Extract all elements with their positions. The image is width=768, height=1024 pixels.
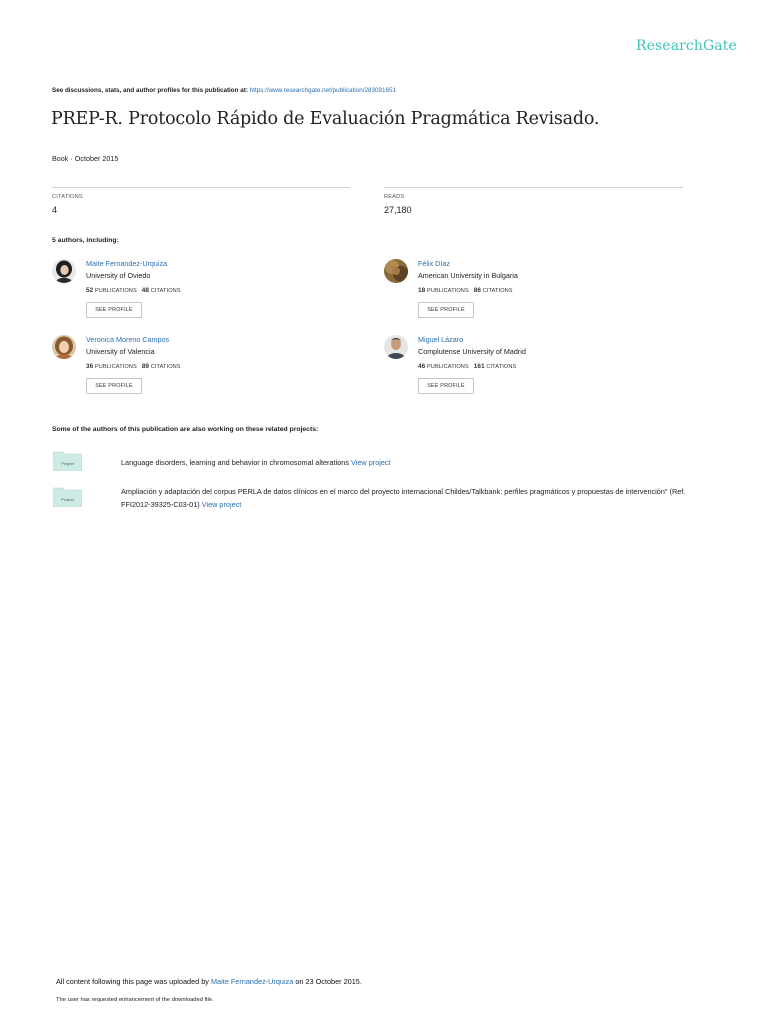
citations-value: 4 xyxy=(52,205,58,215)
avatar[interactable] xyxy=(384,259,408,283)
publication-title: PREP-R. Protocolo Rápido de Evaluación Pragmática Revisado. xyxy=(51,109,600,129)
author-name-link[interactable]: Miguel Lázaro xyxy=(418,335,464,344)
see-profile-button[interactable]: SEE PROFILE xyxy=(418,378,474,394)
project-folder-icon[interactable] xyxy=(53,487,82,505)
author-stats xyxy=(418,363,516,370)
publication-url-link[interactable]: https://www.researchgate.net/publication/283091651 xyxy=(249,87,397,94)
citations-divider xyxy=(52,187,350,188)
author-institution: University of Oviedo xyxy=(86,271,151,280)
discussions-line xyxy=(52,87,396,94)
project-icon-label: Project xyxy=(61,497,74,502)
avatar[interactable] xyxy=(52,335,76,359)
publications-label: PUBLICATIONS xyxy=(426,288,469,294)
avatar[interactable] xyxy=(384,335,408,359)
upload-info xyxy=(56,977,362,986)
citations-count: 161 xyxy=(473,363,485,370)
citations-count: 48 xyxy=(141,287,150,294)
author-stats xyxy=(86,363,181,370)
see-profile-button[interactable]: SEE PROFILE xyxy=(86,378,142,394)
uploader-link[interactable]: Maite Fernandez-Urquiza xyxy=(210,977,294,986)
author-institution: American University in Bulgaria xyxy=(418,271,518,280)
author-name-link[interactable]: Félix Díaz xyxy=(418,259,450,268)
reads-divider xyxy=(384,187,683,188)
author-name-link[interactable]: Veronica Moreno Campos xyxy=(86,335,170,344)
author-card xyxy=(52,335,332,397)
researchgate-logo[interactable]: ResearchGate xyxy=(636,38,737,54)
citations-count: 89 xyxy=(141,363,150,370)
view-project-link[interactable]: View project xyxy=(201,500,242,509)
publications-count: 52 xyxy=(86,287,94,294)
author-stats xyxy=(418,287,513,294)
author-name-link[interactable]: Maite Fernandez-Urquiza xyxy=(86,259,168,268)
citations-label: CITATIONS xyxy=(150,288,181,294)
publication-meta: Book · October 2015 xyxy=(52,154,119,163)
publications-label: PUBLICATIONS xyxy=(94,364,137,370)
view-project-link[interactable]: View project xyxy=(351,458,391,467)
see-profile-button[interactable]: SEE PROFILE xyxy=(418,302,474,318)
avatar[interactable] xyxy=(52,259,76,283)
authors-heading: 5 authors, including: xyxy=(52,237,119,244)
project-title: Language disorders, learning and behavior in chromosomal alterations xyxy=(121,458,349,467)
citations-label: CITATIONS xyxy=(482,288,513,294)
project-icon-label: Project xyxy=(61,461,74,466)
author-stats xyxy=(86,287,181,294)
author-card xyxy=(384,335,664,397)
publications-label: PUBLICATIONS xyxy=(426,364,469,370)
upload-suffix: on 23 October 2015. xyxy=(295,977,362,986)
project-item xyxy=(121,456,721,469)
citations-label: CITATIONS xyxy=(486,364,517,370)
project-title: Ampliación y adaptación del corpus PERLA de datos clínicos en el marco del proyecto internacional Childes/Talkbank: perfiles pragmáticos y propuestas de intervención" (Ref. FFI2012-39325-C03-01) xyxy=(121,487,686,509)
project-item xyxy=(121,485,696,511)
publications-count: 18 xyxy=(418,287,426,294)
upload-prefix: All content following this page was uploaded by xyxy=(56,977,209,986)
projects-heading: Some of the authors of this publication are also working on these related projects: xyxy=(52,426,319,433)
see-profile-button[interactable]: SEE PROFILE xyxy=(86,302,142,318)
author-card xyxy=(52,259,332,321)
citations-label: CITATIONS xyxy=(52,194,83,200)
citations-label: CITATIONS xyxy=(150,364,181,370)
reads-label: READS xyxy=(384,194,405,200)
author-institution: Complutense University of Madrid xyxy=(418,347,526,356)
publications-count: 36 xyxy=(86,363,94,370)
project-folder-icon[interactable] xyxy=(53,451,82,469)
publications-count: 46 xyxy=(418,363,426,370)
author-card xyxy=(384,259,664,321)
author-institution: University of Valencia xyxy=(86,347,155,356)
citations-count: 86 xyxy=(473,287,482,294)
discussions-intro: See discussions, stats, and author profiles for this publication at: xyxy=(52,87,248,94)
enhancement-note: The user has requested enhancement of the downloaded file. xyxy=(56,997,214,1003)
publications-label: PUBLICATIONS xyxy=(94,288,137,294)
reads-value: 27,180 xyxy=(384,205,412,215)
